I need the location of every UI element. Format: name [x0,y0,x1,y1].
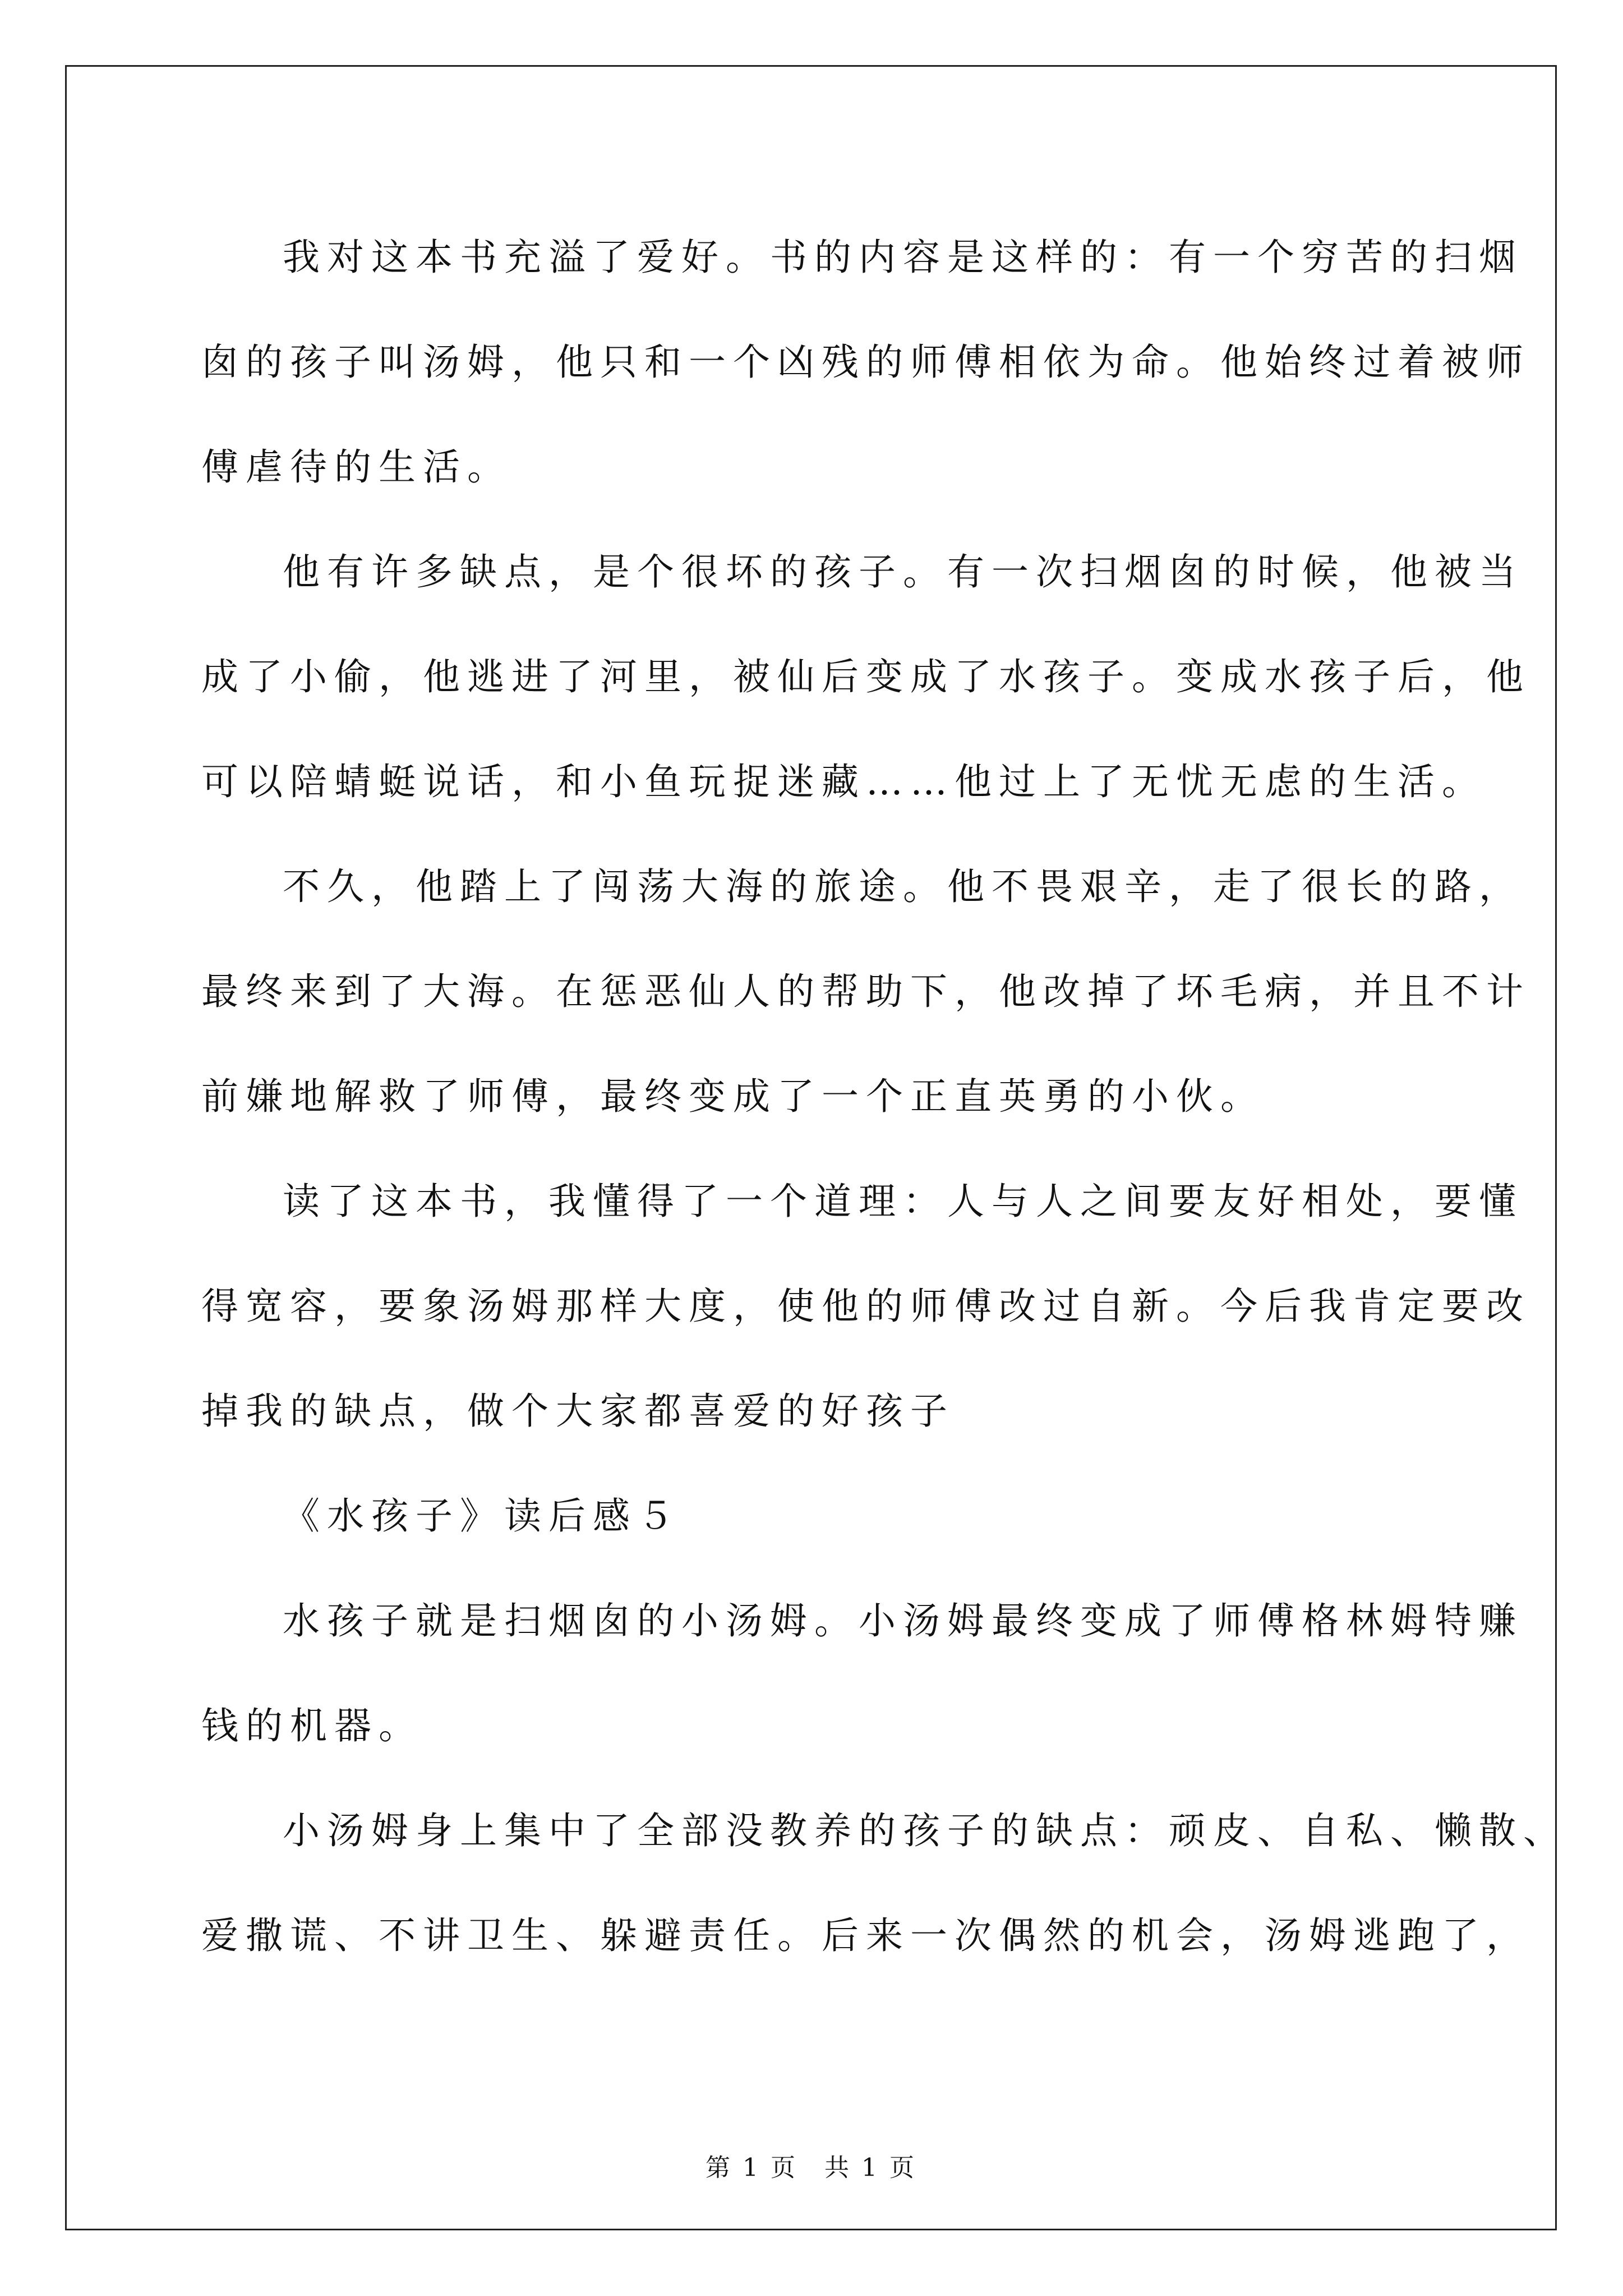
paragraph-4-line-2: 得宽容，要象汤姆那样大度，使他的师傅改过自新。今后我肯定要改 [201,1285,1530,1328]
paragraph-4-line-1: 读了这本书，我懂得了一个道理：人与人之间要友好相处，要懂 [283,1180,1523,1223]
paragraph-5-line-2: 钱的机器。 [201,1704,423,1747]
paragraph-1-line-2: 囱的孩子叫汤姆，他只和一个凶残的师傅相依为命。他始终过着被师 [201,341,1530,384]
paragraph-5-line-1: 水孩子就是扫烟囱的小汤姆。小汤姆最终变成了师傅格林姆特赚 [283,1599,1523,1642]
paragraph-2-line-1: 他有许多缺点，是个很坏的孩子。有一次扫烟囱的时候，他被当 [283,550,1523,593]
page-frame [65,65,1567,2230]
paragraph-4-line-3: 掉我的缺点，做个大家都喜爱的好孩子 [201,1389,955,1433]
paragraph-2-line-2: 成了小偷，他逃进了河里，被仙后变成了水孩子。变成水孩子后，他 [201,655,1530,698]
paragraph-3-line-3: 前嫌地解救了师傅，最终变成了一个正直英勇的小伙。 [201,1075,1265,1118]
paragraph-2-line-3: 可以陪蜻蜓说话，和小鱼玩捉迷藏……他过上了无忧无虑的生活。 [201,760,1486,803]
paragraph-1-line-3: 傅虐待的生活。 [201,445,511,489]
page-footer: 第 1 页 共 1 页 [706,2154,916,2182]
paragraph-1-line-1: 我对这本书充溢了爱好。书的内容是这样的：有一个穷苦的扫烟 [283,236,1523,279]
paragraph-3-line-2: 最终来到了大海。在惩恶仙人的帮助下，他改掉了坏毛病，并且不计 [201,970,1530,1013]
paragraph-6-line-2: 爱撒谎、不讲卫生、躲避责任。后来一次偶然的机会，汤姆逃跑了， [201,1914,1530,1957]
paragraph-3-line-1: 不久，他踏上了闯荡大海的旅途。他不畏艰辛，走了很长的路， [283,865,1523,908]
section-heading: 《水孩子》读后感５ [283,1494,681,1538]
paragraph-6-line-1: 小汤姆身上集中了全部没教养的孩子的缺点：顽皮、自私、懒散、 [283,1809,1567,1852]
